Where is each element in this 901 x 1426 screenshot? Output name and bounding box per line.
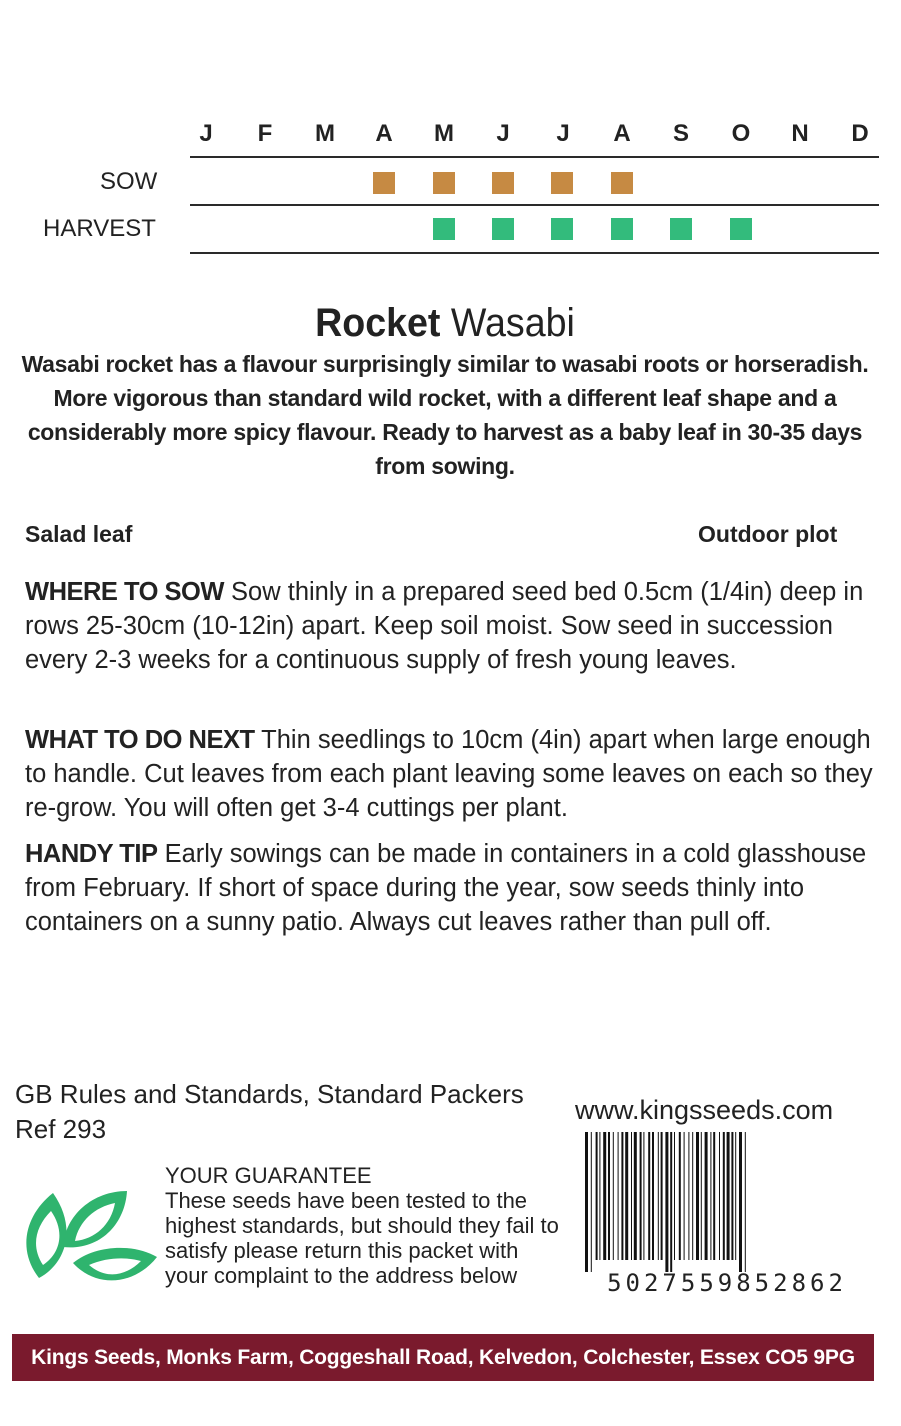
- sow-month-marker: [373, 172, 395, 194]
- rules-and-standards: GB Rules and Standards, Standard Packers Ref 293: [15, 1079, 524, 1144]
- month-label: F: [257, 120, 273, 147]
- handy-tip-text: Early sowings can be made in containers in a cold glasshouse from February. If short of space during the year, sow seeds thinly into containers on a sunny patio. Always cut leaves rather than pull off.: [25, 840, 867, 936]
- barcode-bar: [599, 1132, 600, 1260]
- calendar-divider: [190, 204, 879, 206]
- harvest-month-marker: [670, 218, 692, 240]
- barcode-bar: [643, 1132, 644, 1260]
- website-link[interactable]: www.kingsseeds.com: [575, 1095, 834, 1125]
- barcode-number: 5027559852862: [607, 1269, 847, 1297]
- barcode-bar: [665, 1132, 668, 1272]
- what-to-do-next-heading: WHAT TO DO NEXT: [25, 726, 255, 754]
- guarantee-title: YOUR GUARANTEE: [165, 1163, 372, 1188]
- barcode-bar: [621, 1132, 623, 1260]
- product-title-bold: Rocket: [315, 301, 441, 345]
- month-label: M: [434, 120, 454, 147]
- calendar-divider: [190, 252, 879, 254]
- barcode-bar: [745, 1132, 746, 1272]
- barcode-bar: [723, 1132, 725, 1260]
- barcode-bar: [674, 1132, 675, 1260]
- barcode-bar: [613, 1132, 614, 1260]
- barcode-bar: [710, 1132, 711, 1260]
- barcode-bar: [658, 1132, 659, 1260]
- product-title: [27, 300, 864, 346]
- barcode-bar: [631, 1132, 632, 1260]
- barcode: [583, 1132, 871, 1272]
- harvest-month-marker: [730, 218, 752, 240]
- where-to-sow-text: Sow thinly in a prepared seed bed 0.5cm (1/4in) deep in rows 25-30cm (10-12in) apart. Keep soil moist. Sow seed in succession every 2-3 weeks for a continuous supply of fresh young leaves.: [25, 578, 864, 674]
- barcode-bar: [727, 1132, 730, 1260]
- barcode-bar: [634, 1132, 637, 1260]
- barcode-bar: [739, 1132, 742, 1272]
- barcode-bar: [648, 1132, 650, 1260]
- calendar-divider: [190, 156, 879, 158]
- month-label: A: [613, 120, 631, 147]
- barcode-bar: [731, 1132, 733, 1260]
- harvest-month-marker: [433, 218, 455, 240]
- product-title-variety: Wasabi: [450, 301, 575, 345]
- address-text: Kings Seeds, Monks Farm, Coggeshall Road, Kelvedon, Colchester, Essex CO5 9PG: [31, 1346, 855, 1369]
- location-label: Outdoor plot: [698, 521, 838, 547]
- barcode-bar: [735, 1132, 736, 1260]
- leaf-logo-icon: [15, 1185, 160, 1290]
- handy-tip-heading: HANDY TIP: [25, 840, 158, 868]
- where-to-sow-heading: WHERE TO SOW: [25, 578, 224, 606]
- barcode-bar: [670, 1132, 672, 1272]
- barcode-bar: [618, 1132, 619, 1260]
- harvest-month-marker: [492, 218, 514, 240]
- barcode-bar: [692, 1132, 693, 1260]
- sow-month-marker: [492, 172, 514, 194]
- harvest-month-marker: [611, 218, 633, 240]
- barcode-bar: [701, 1132, 702, 1260]
- what-to-do-next-text: Thin seedlings to 10cm (4in) apart when large enough to handle. Cut leaves from each plant leaving some leaves on each so they re-grow. You will often get 3-4 cuttings per plant.: [25, 726, 873, 822]
- address-bar: [12, 1334, 874, 1381]
- month-label: D: [851, 120, 869, 147]
- month-label: N: [791, 120, 809, 147]
- barcode-bar: [640, 1132, 642, 1260]
- month-label: J: [199, 120, 213, 147]
- sow-month-marker: [611, 172, 633, 194]
- what-to-do-next-paragraph: [25, 723, 875, 825]
- guarantee-block: [165, 1163, 560, 1288]
- harvest-month-marker: [551, 218, 573, 240]
- barcode-bar: [591, 1132, 592, 1272]
- harvest-row-label: HARVEST: [43, 215, 156, 242]
- barcode-bar: [679, 1132, 681, 1260]
- month-label: S: [672, 120, 689, 147]
- barcode-bar: [608, 1132, 610, 1260]
- barcode-bar: [705, 1132, 708, 1260]
- barcode-bar: [696, 1132, 699, 1260]
- month-label: O: [731, 120, 751, 147]
- barcode-bar: [596, 1132, 598, 1260]
- barcode-bar: [625, 1132, 628, 1260]
- month-label: A: [375, 120, 393, 147]
- month-label: M: [315, 120, 335, 147]
- barcode-bar: [603, 1132, 606, 1260]
- barcode-bar: [652, 1132, 654, 1260]
- barcode-bar: [713, 1132, 715, 1260]
- guarantee-text: These seeds have been tested to the highest standards, but should they fail to satisfy please return this packet with your complaint to the address below: [165, 1188, 559, 1288]
- barcode-bar: [684, 1132, 685, 1260]
- sow-month-marker: [433, 172, 455, 194]
- category-label: Salad leaf: [25, 521, 133, 547]
- month-label: J: [496, 120, 510, 147]
- barcode-bar: [688, 1132, 689, 1260]
- month-label: J: [556, 120, 570, 147]
- sow-month-marker: [551, 172, 573, 194]
- barcode-bar: [585, 1132, 588, 1272]
- where-to-sow-paragraph: [25, 575, 875, 677]
- barcode-bar: [661, 1132, 663, 1260]
- sow-row-label: SOW: [100, 168, 158, 195]
- handy-tip-paragraph: [25, 837, 875, 939]
- product-description: Wasabi rocket has a flavour surprisingly similar to wasabi roots or horseradish. More vigorous than standard wild rocket, with a different leaf shape and a considerably more spicy flavour. Ready to harvest as a baby leaf in 30-35 days from sowing.: [21, 351, 869, 479]
- barcode-bar: [719, 1132, 720, 1260]
